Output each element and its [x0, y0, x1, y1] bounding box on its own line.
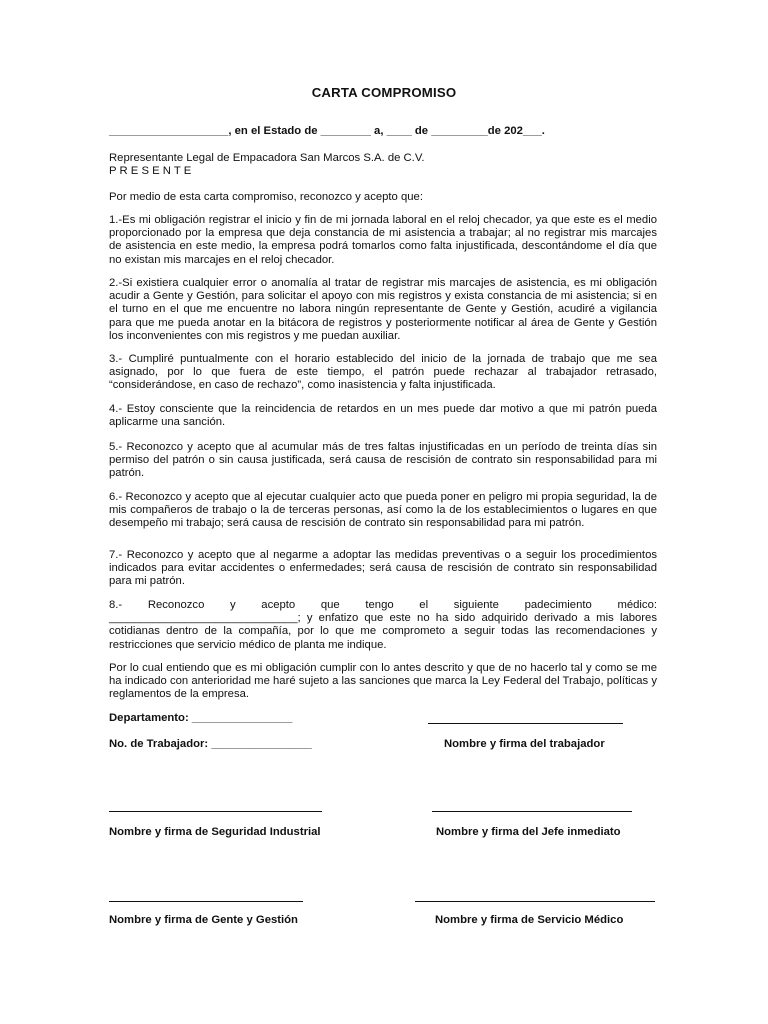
paragraph-1: 1.-Es mi obligación registrar el inicio y fin de mi jornada laboral en el reloj checador, ya que este es el medio proporcionado por la empresa que deja constancia de mi asistencia a trabajar; al no registrar mis marcajes de asistencia en este medio, la empresa podrá tomarlos como falta injustificada, descontándome el día que no existan mis marcajes en el reloj checador. [109, 214, 657, 266]
recipient-presente: P R E S E N T E [109, 165, 192, 178]
paragraph-7: 7.- Reconozco y acepto que al negarme a adoptar las medidas preventivas o a seguir los procedimientos indicados para evitar accidentes o enfermedades; será causa de rescisión de contrato sin responsabilidad para mi patrón. [109, 549, 657, 588]
signature-line-seguridad [109, 811, 322, 812]
paragraph-3: 3.- Cumpliré puntualmente con el horario establecido del inicio de la jornada de trabajo que me sea asignado, por lo que fuera de este tiempo, el patrón puede rechazar al trabajador retrasado, “considerándose, en caso de rechazo”, como inasistencia y falta injustificada. [109, 353, 657, 392]
signature-label-trabajador: Nombre y firma del trabajador [444, 738, 605, 750]
departamento-field: Departamento: ________________ [109, 712, 293, 724]
date-line: ___________________, en el Estado de ________ a, ____ de _________de 202___. [109, 125, 545, 137]
paragraph-8-first-line: 8.- Reconozco y acepto que tengo el siguiente padecimiento médico: [109, 599, 657, 611]
signature-label-gente-gestion: Nombre y firma de Gente y Gestión [109, 914, 298, 926]
signature-label-medico: Nombre y firma de Servicio Médico [435, 914, 624, 926]
document-title: CARTA COMPROMISO [311, 85, 457, 100]
signature-label-seguridad: Nombre y firma de Seguridad Industrial [109, 826, 321, 838]
recipient-block [109, 152, 657, 178]
paragraph-8-rest: ______________________________; y enfatizo que este no ha sido adquirido derivado a mis labores cotidianas dentro de la compañía, por lo que me comprometo a seguir todas las recomendaciones y restricciones que servicio médico de planta me indique. [109, 612, 657, 651]
paragraph-5: 5.- Reconozco y acepto que al acumular más de tres faltas injustificadas en un período de treinta días sin permiso del patrón o sin causa justificada, será causa de rescisión de contrato sin responsabilidad para mi patrón. [109, 441, 657, 480]
closing-paragraph: Por lo cual entiendo que es mi obligación cumplir con lo antes descrito y que de no hacerlo tal y como se me ha indicado con anterioridad me haré sujeto a las sanciones que marca la Ley Federal del Trabajo, políticas y reglamentos de la empresa. [109, 662, 657, 701]
recipient-name: Representante Legal de Empacadora San Marcos S.A. de C.V. [109, 152, 425, 164]
paragraph-2: 2.-Si existiera cualquier error o anomalía al tratar de registrar mis marcajes de asistencia, es mi obligación acudir a Gente y Gestión, para solicitar el apoyo con mis registros y exista constancia de mi asistencia; si en el turno en el que me encuentre no labora ningún representante de Gente y Gestión, acudiré a vigilancia para que me pueda anotar en la bitácora de registros y posteriormente notificar al área de Gente y Gestión los inconvenientes con mis registros y me puedan auxiliar. [109, 277, 657, 342]
signature-line-gente-gestion [109, 901, 303, 902]
signature-line-medico [415, 901, 655, 902]
no-trabajador-field: No. de Trabajador: ________________ [109, 738, 312, 750]
paragraph-4: 4.- Estoy consciente que la reincidencia de retardos en un mes puede dar motivo a que mi patrón pueda aplicarme una sanción. [109, 403, 657, 429]
signature-line-jefe [432, 811, 632, 812]
intro-text: Por medio de esta carta compromiso, reconozco y acepto que: [109, 191, 423, 203]
paragraph-6: 6.- Reconozco y acepto que al ejecutar cualquier acto que pueda poner en peligro mi propia seguridad, la de mis compañeros de trabajo o la de terceras personas, así como la de los establecimientos o lugares en que desempeño mi trabajo; será causa de rescisión de contrato sin responsabilidad para mi patrón. [109, 491, 657, 530]
paragraph-8 [109, 599, 657, 652]
signature-label-jefe: Nombre y firma del Jefe inmediato [436, 826, 621, 838]
signature-line-trabajador [428, 723, 623, 724]
